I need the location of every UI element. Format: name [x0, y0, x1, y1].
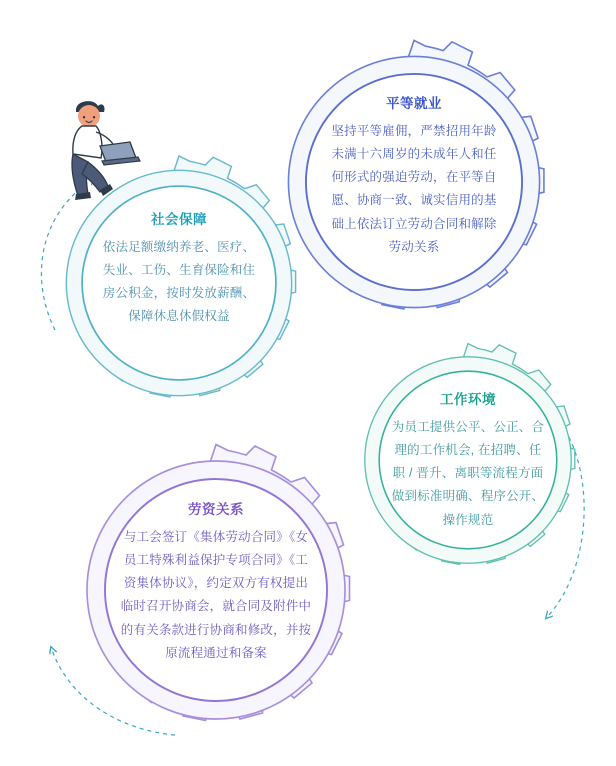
head: [78, 105, 100, 127]
gear-labor-relations[interactable]: [66, 440, 366, 740]
shirt: [73, 126, 102, 158]
gear-body-social-security: 依法足额缴纳养老、医疗、失业、工伤、生育保险和住房公积金，按时发放薪酬、保障休息休假权益: [102, 240, 256, 324]
gear-body-labor-relations: 与工会签订《集体劳动合同》《女员工特殊利益保护专项合同》《工资集体协议》，约定双方有权提出临时召开协商会，就合同及附件中的有关条款进行协商和修改，并按原流程通过和备案: [120, 530, 312, 660]
gear-title-labor-relations: 劳资关系: [188, 502, 244, 517]
gear-body-equal-employment: 坚持平等雇佣，严禁招用年龄未满十六周岁的未成年人和任何形式的强迫劳动，在平等自愿、协商一致、诚实信用的基础上依法订立劳动合同和解除劳动关系: [331, 124, 497, 254]
gear-work-environment[interactable]: [348, 340, 588, 580]
gear-title-social-security: 社会保障: [151, 212, 207, 227]
gear-equal-employment[interactable]: [268, 36, 560, 328]
gear-title-equal-employment: 平等就业: [386, 96, 442, 111]
gear-title-work-environment: 工作环境: [440, 392, 496, 407]
person-with-laptop-illustration: [56, 92, 152, 222]
gear-body-work-environment: 为员工提供公平、公正、合理的工作机会, 在招聘、任职 / 晋升、离职等流程方面做到标准明确、程序公开、操作规范: [391, 420, 545, 527]
